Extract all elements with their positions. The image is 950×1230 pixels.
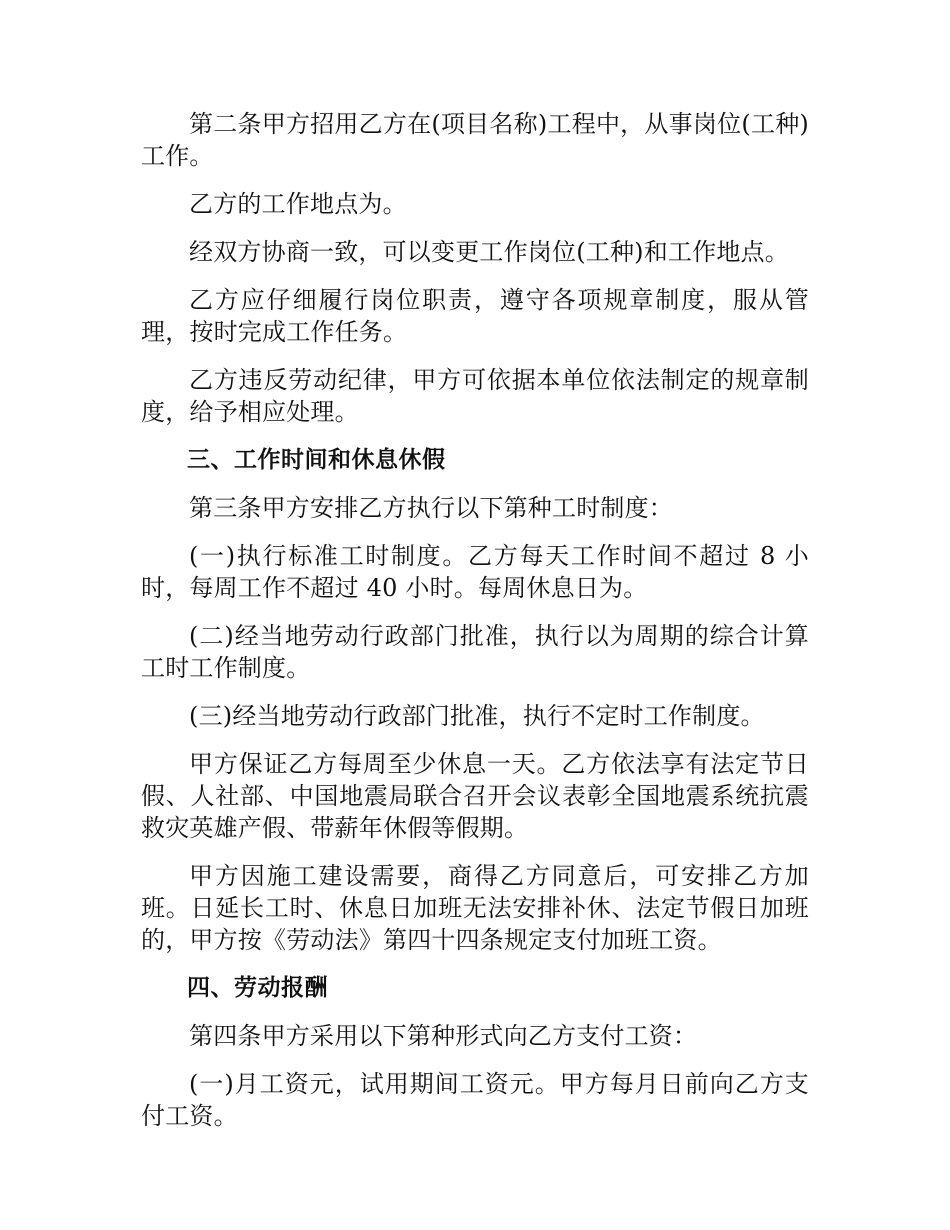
paragraph-standard-hours: (一)执行标准工时制度。乙方每天工作时间不超过 8 小时，每周工作不超过 40 小时。每周休息日为。 [141, 542, 809, 602]
paragraph-duties: 乙方应仔细履行岗位职责，遵守各项规章制度，服从管理，按时完成工作任务。 [141, 286, 809, 346]
section-heading-remuneration: 四、劳动报酬 [187, 975, 328, 1001]
paragraph-change-position: 经双方协商一致，可以变更工作岗位(工种)和工作地点。 [189, 238, 789, 266]
paragraph-comprehensive-hours: (二)经当地劳动行政部门批准，执行以为周期的综合计算工时工作制度。 [141, 622, 809, 682]
paragraph-article-4: 第四条甲方采用以下第种形式向乙方支付工资： [189, 1022, 698, 1050]
section-heading-work-hours: 三、工作时间和休息休假 [187, 447, 446, 473]
paragraph-article-2: 第二条甲方招用乙方在(项目名称)工程中，从事岗位(工种)工作。 [141, 110, 809, 170]
paragraph-discipline: 乙方违反劳动纪律，甲方可依据本单位依法制定的规章制度，给予相应处理。 [141, 366, 809, 426]
document-body [141, 108, 809, 1148]
paragraph-rest-days: 甲方保证乙方每周至少休息一天。乙方依法享有法定节日假、人社部、中国地震局联合召开会议表彰全国地震系统抗震救灾英雄产假、带薪年休假等假期。 [141, 750, 809, 842]
paragraph-flexible-hours: (三)经当地劳动行政部门批准，执行不定时工作制度。 [189, 702, 765, 730]
paragraph-article-3: 第三条甲方安排乙方执行以下第种工时制度： [189, 494, 673, 522]
paragraph-overtime: 甲方因施工建设需要，商得乙方同意后，可安排乙方加班。日延长工时、休息日加班无法安排补休、法定节假日加班的，甲方按《劳动法》第四十四条规定支付加班工资。 [141, 862, 809, 954]
paragraph-monthly-wage: (一)月工资元，试用期间工资元。甲方每月日前向乙方支付工资。 [141, 1070, 809, 1130]
paragraph-work-location: 乙方的工作地点为。 [189, 190, 407, 218]
